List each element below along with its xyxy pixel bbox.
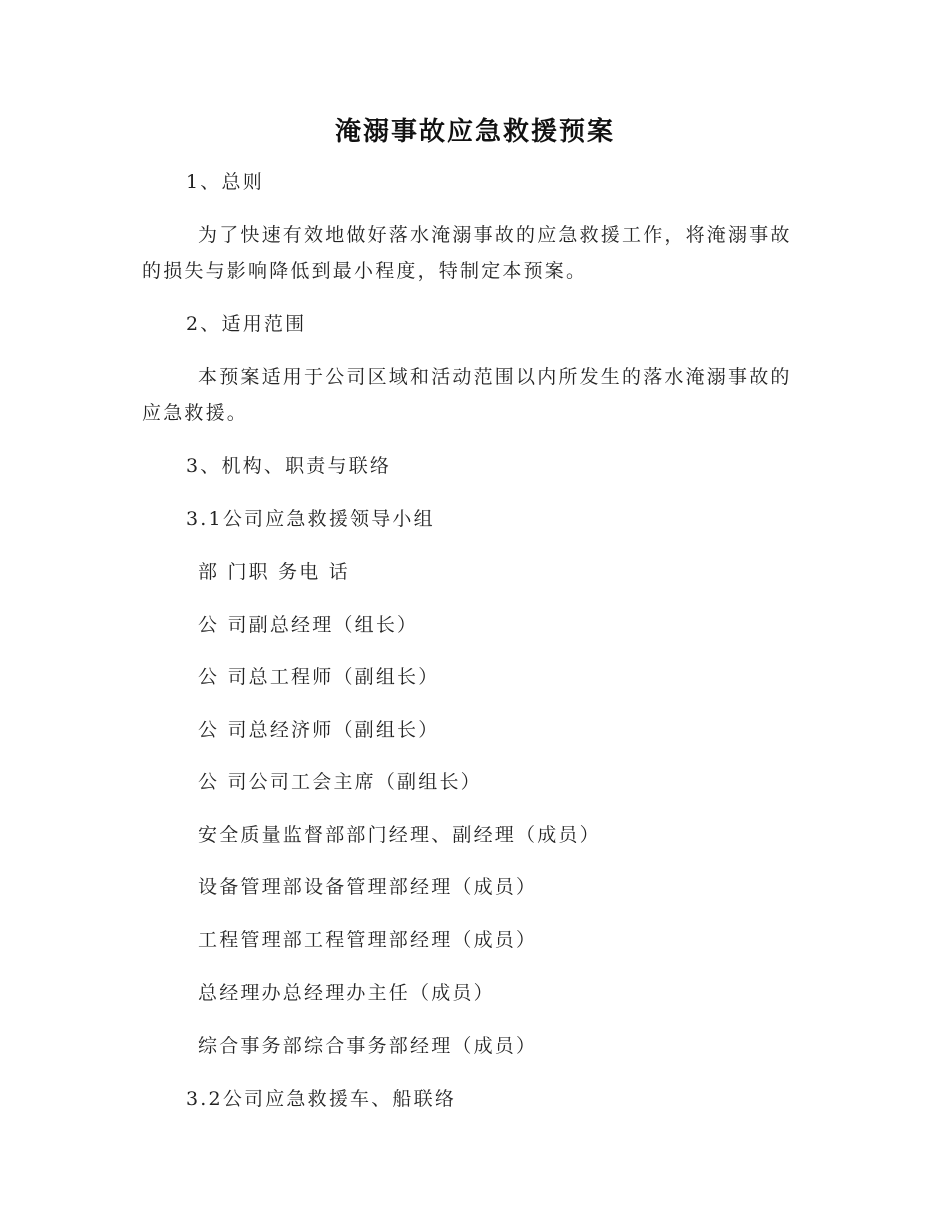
section-heading-general: 1、总则 <box>186 171 264 193</box>
list-item: 公 司公司工会主席（副组长） <box>198 771 482 793</box>
list-item: 公 司总经济师（副组长） <box>198 719 440 741</box>
paragraph-line: 为了快速有效地做好落水淹溺事故的应急救援工作，将淹溺事故 <box>198 224 792 246</box>
list-item: 部 门职 务电 话 <box>198 561 350 583</box>
list-item: 总经理办总经理办主任（成员） <box>198 982 495 1004</box>
list-item: 设备管理部设备管理部经理（成员） <box>198 876 538 898</box>
paragraph-line: 本预案适用于公司区域和活动范围以内所发生的落水淹溺事故的 <box>198 366 792 388</box>
subsection-heading-leadership-group: 3.1公司应急救援领导小组 <box>186 508 435 530</box>
list-item: 公 司副总经理（组长） <box>198 614 419 636</box>
list-item: 安全质量监督部部门经理、副经理（成员） <box>198 824 601 846</box>
list-item: 工程管理部工程管理部经理（成员） <box>198 929 538 951</box>
section-heading-scope: 2、适用范围 <box>186 313 307 335</box>
paragraph-line: 应急救援。 <box>142 402 249 424</box>
list-item: 公 司总工程师（副组长） <box>198 666 440 688</box>
subsection-heading-vehicle-contact: 3.2公司应急救援车、船联络 <box>186 1088 457 1110</box>
list-item: 综合事务部综合事务部经理（成员） <box>198 1035 538 1057</box>
section-heading-organization: 3、机构、职责与联络 <box>186 455 392 477</box>
paragraph-line: 的损失与影响降低到最小程度，特制定本预案。 <box>142 260 588 282</box>
document-title: 淹溺事故应急救援预案 <box>334 117 615 147</box>
